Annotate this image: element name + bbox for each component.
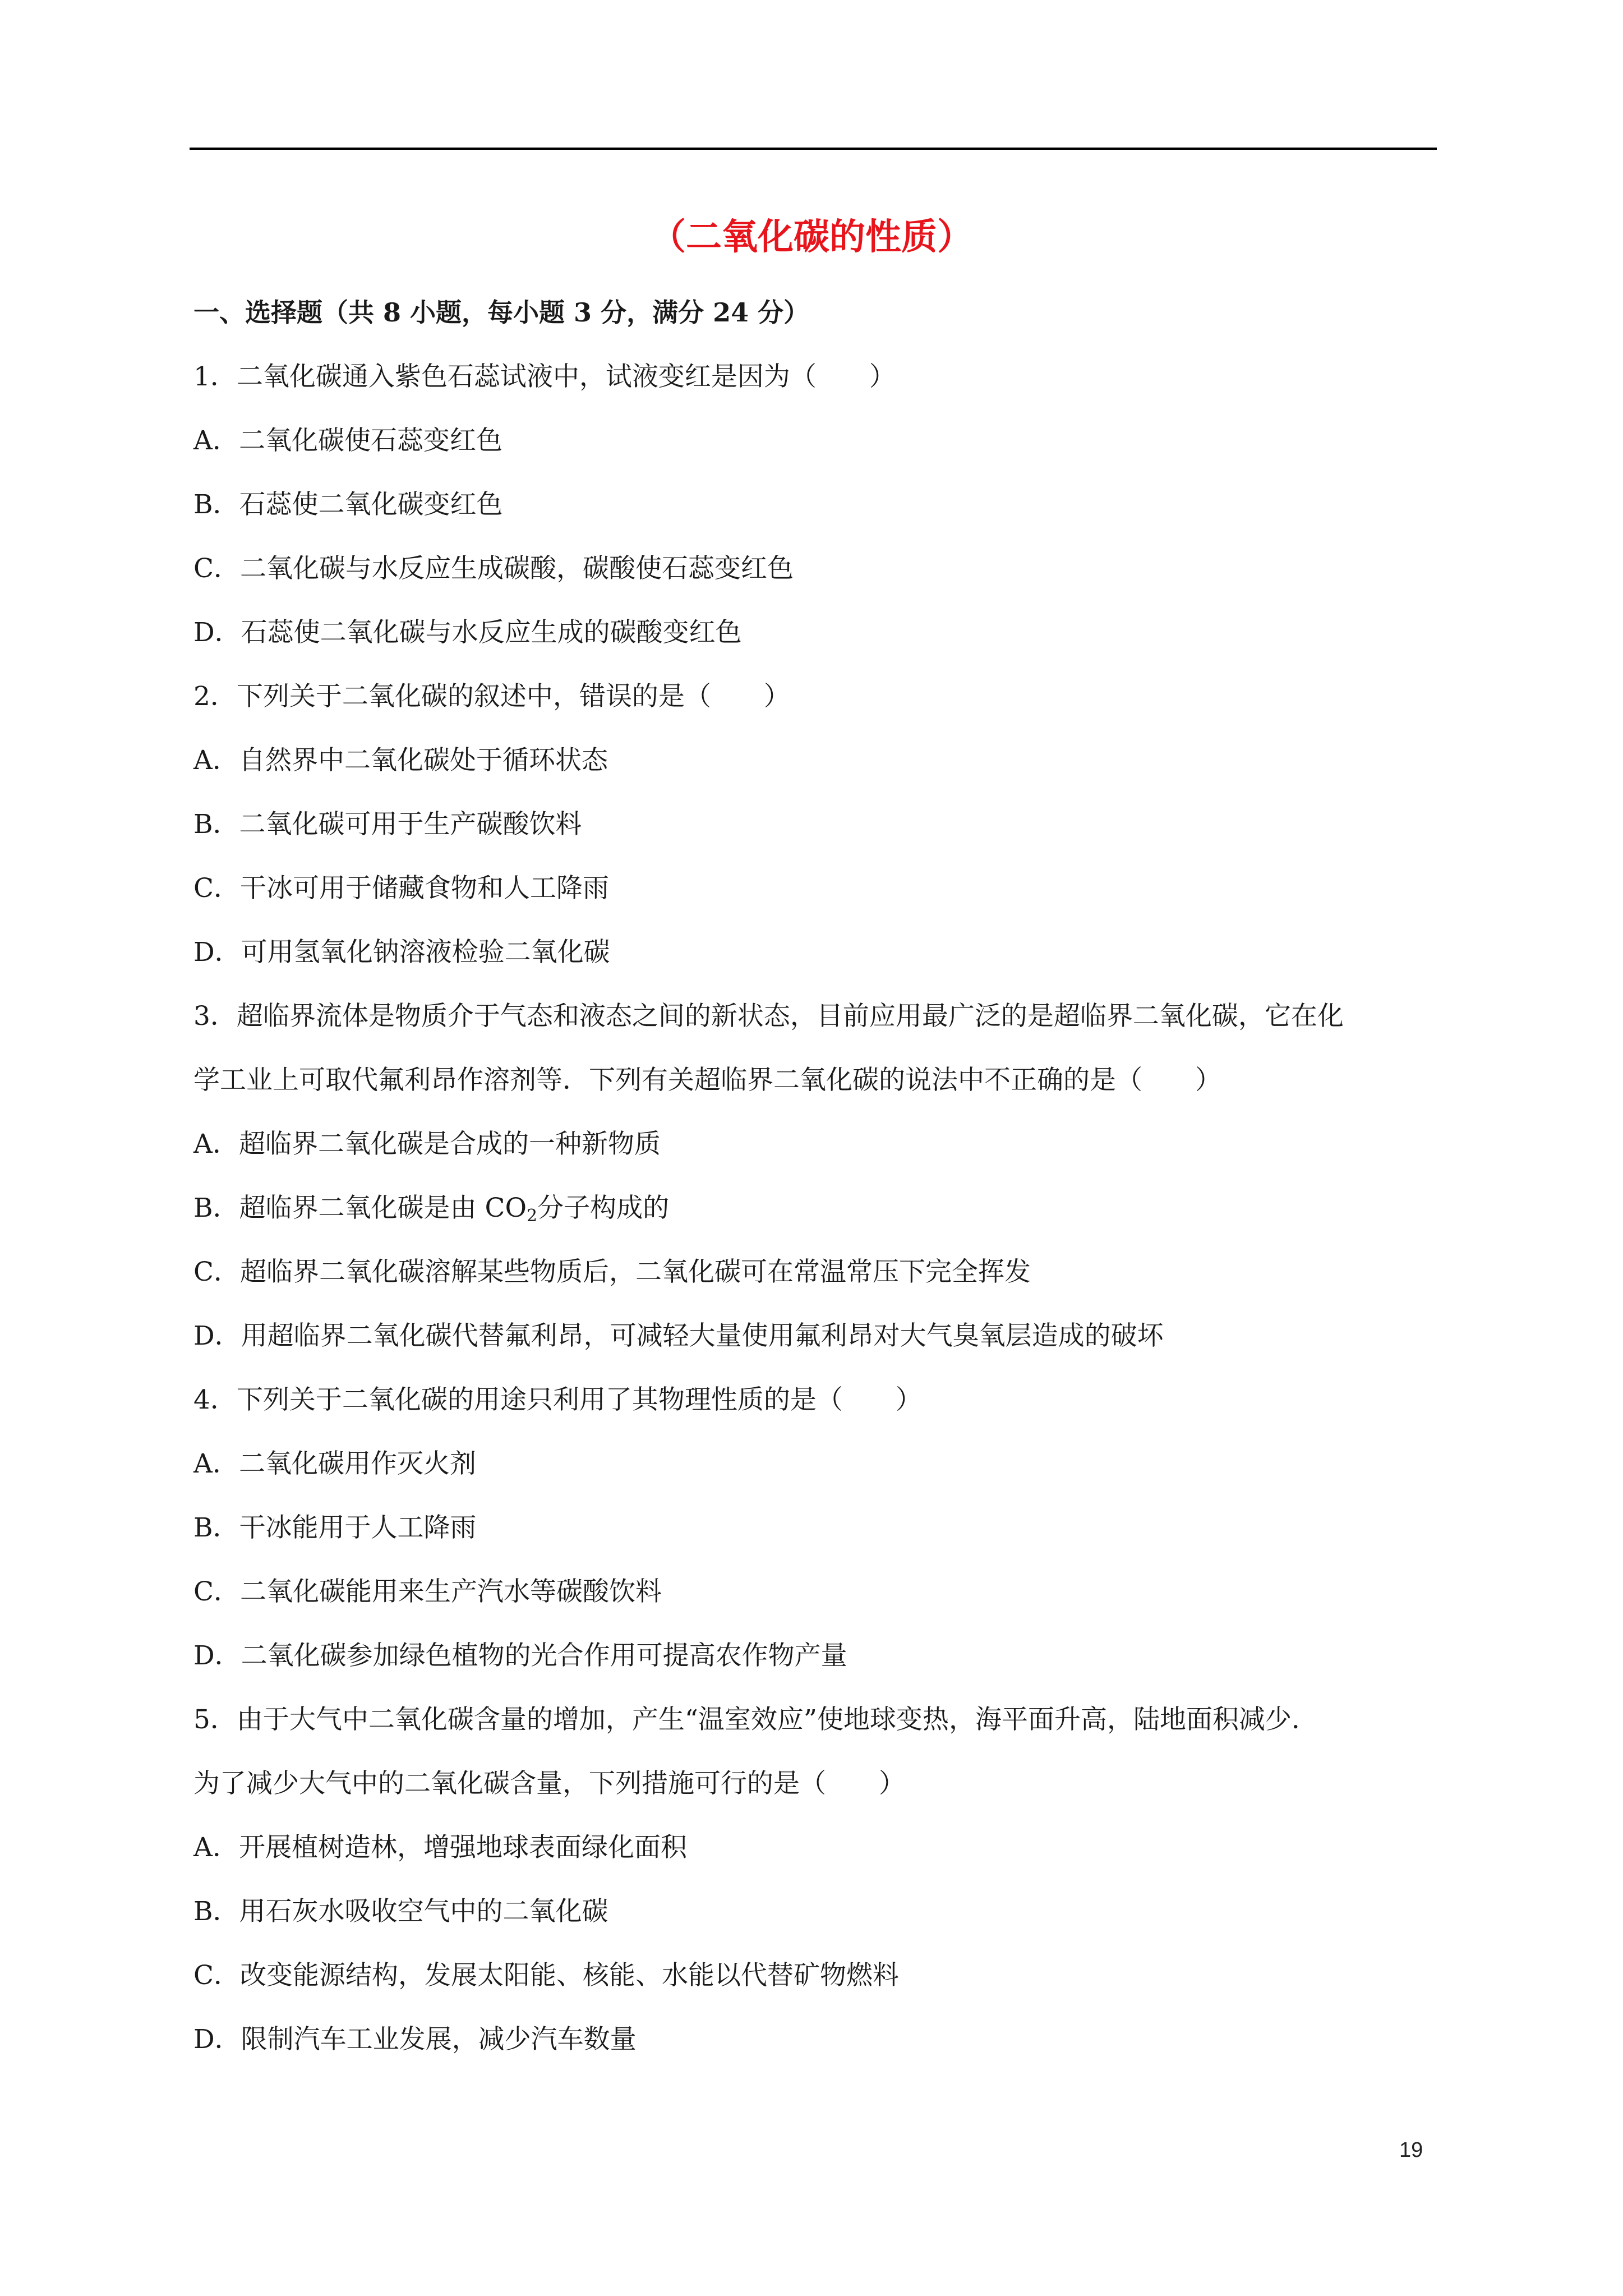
question-4-option-b: B．干冰能用于人工降雨: [193, 1512, 477, 1543]
document-title: （二氧化碳的性质）: [650, 216, 973, 258]
question-3-option-c: C．超临界二氧化碳溶解某些物质后，二氧化碳可在常温常压下完全挥发: [193, 1257, 1031, 1287]
question-2-option-d: D．可用氢氧化钠溶液检验二氧化碳: [193, 937, 610, 968]
question-3-stem-line-1: 3．超临界流体是物质介于气态和液态之间的新状态，目前应用最广泛的是超临界二氧化碳，它在化: [193, 1001, 1344, 1032]
question-5-option-d: D．限制汽车工业发展，减少汽车数量: [193, 2024, 637, 2055]
question-5-stem-line-1: 5．由于大气中二氧化碳含量的增加，产生“温室效应”使地球变热，海平面升高，陆地面积减少．: [193, 1704, 1318, 1735]
question-4-option-a: A．二氧化碳用作灭火剂: [193, 1448, 476, 1479]
question-5-option-c: C．改变能源结构，发展太阳能、核能、水能以代替矿物燃料: [193, 1960, 899, 1991]
co2-subscript: 2: [526, 1206, 538, 1226]
question-5-option-a: A．开展植树造林，增强地球表面绿化面积: [193, 1832, 687, 1863]
question-2-option-b: B．二氧化碳可用于生产碳酸饮料: [193, 809, 582, 840]
question-2-option-a: A．自然界中二氧化碳处于循环状态: [193, 745, 608, 776]
question-1-option-c: C．二氧化碳与水反应生成碳酸，碳酸使石蕊变红色: [193, 553, 794, 584]
question-3-stem-line-2: 学工业上可取代氟利昂作溶剂等．下列有关超临界二氧化碳的说法中不正确的是（ ）: [193, 1065, 1221, 1096]
option-b-text-after: 分子构成的: [537, 1193, 670, 1223]
question-4-option-c: C．二氧化碳能用来生产汽水等碳酸饮料: [193, 1576, 662, 1607]
question-5-stem-line-2: 为了减少大气中的二氧化碳含量，下列措施可行的是（ ）: [193, 1768, 905, 1799]
question-4-stem: 4．下列关于二氧化碳的用途只利用了其物理性质的是（ ）: [193, 1384, 922, 1415]
question-2-option-c: C．干冰可用于储藏食物和人工降雨: [193, 873, 609, 904]
question-1-option-d: D．石蕊使二氧化碳与水反应生成的碳酸变红色: [193, 617, 742, 648]
question-1-stem: 1．二氧化碳通入紫色石蕊试液中，试液变红是因为（ ）: [193, 361, 896, 392]
section-heading: 一、选择题（共 8 小题，每小题 3 分，满分 24 分）: [193, 297, 810, 328]
question-3-option-d: D．用超临界二氧化碳代替氟利昂，可减轻大量使用氟利昂对大气臭氧层造成的破坏: [193, 1320, 1164, 1351]
option-b-text-before: B．超临界二氧化碳是由 CO: [193, 1193, 527, 1223]
question-5-option-b: B．用石灰水吸收空气中的二氧化碳: [193, 1896, 608, 1927]
question-2-stem: 2．下列关于二氧化碳的叙述中，错误的是（ ）: [193, 681, 790, 712]
question-1-option-b: B．石蕊使二氧化碳变红色: [193, 489, 503, 520]
page-number: 19: [1399, 2138, 1423, 2162]
question-3-option-a: A．超临界二氧化碳是合成的一种新物质: [193, 1129, 661, 1159]
question-3-option-b: [193, 1189, 669, 1228]
question-4-option-d: D．二氧化碳参加绿色植物的光合作用可提高农作物产量: [193, 1640, 847, 1671]
question-1-option-a: A．二氧化碳使石蕊变红色: [193, 425, 502, 456]
header-rule: [190, 148, 1437, 150]
